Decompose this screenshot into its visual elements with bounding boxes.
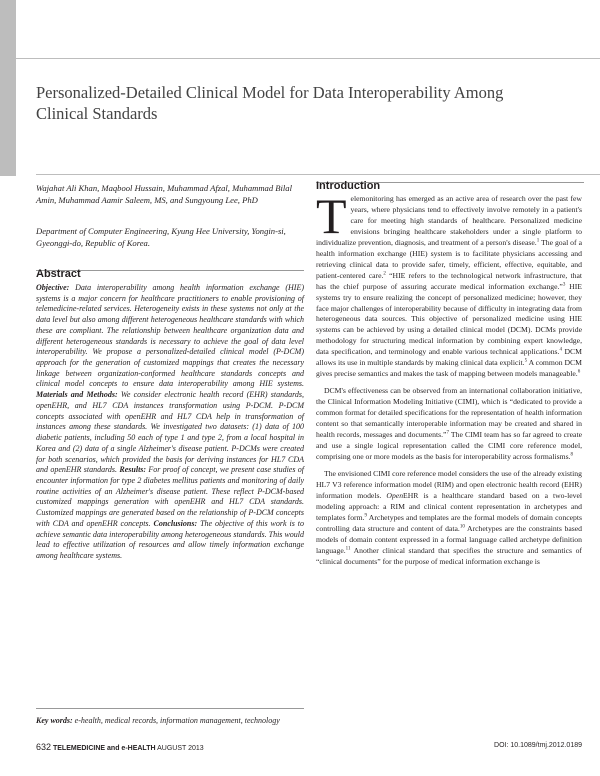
intro-p1-text-f: A common DCM gives precise semantics and makes the task of mapping between models manageable. [316,358,582,379]
citation-ref: 11 [345,545,351,551]
citation-ref: 10 [459,524,465,530]
intro-p3-text-e: Archetypes are the constraints based models of domain content expressed in a formal language called archetype definition language. [316,523,582,555]
intro-p2-text-b: The CIMI team has so far agreed to create and use a single logical representation called the CIMI core reference model, comprising one or more models as the basis for interoperability across formalisms. [316,430,582,461]
citation-ref: 6 [577,369,581,375]
header-rule [16,58,600,59]
author-list: Wajahat Ali Khan, Maqbool Hussain, Muhammad Afzal, Muhammad Bilal Amin, Muhammad Aamir Saleem, MS, and Sungyoung Lee, PhD [36,183,292,205]
intro-p2-text-a: DCM's effectiveness can be observed from an international collaboration initiative, the Clinical Information Modeling Initiative (CIMI), which is “dedicated to provide a common format for detailed specifications for the representation of health information content so that semantically interoperable information may be created and shared in health records, messages and documents.” [316,386,582,440]
affiliation: Department of Computer Engineering, Kyung Hee University, Yongin-si, Gyeonggi-do, Republic of Korea. [36,226,286,248]
keywords-text: e-health, medical records, information management, technology [72,716,280,725]
citation-ref: 1 [536,238,540,244]
introduction-body [316,188,583,567]
intro-p1-text-b: The goal of a health information exchange (HIE) system is to facilitate physicians accessing and retrieving clinical data to provide safer, timely, efficient, effective, equitable, and patient-centered care. [316,237,582,280]
citation-ref: 7 [446,430,449,436]
keywords-rule [36,708,304,709]
intro-p3-text-d: Archetypes and templates are the formal models of domain concepts controlling data structure and content of data. [316,512,582,533]
introduction-heading: Introduction [316,180,381,192]
article-title: Personalized-Detailed Clinical Model for Data Interoperability Among Clinical Standards [36,83,504,123]
abstract-conclusions-text: The objective of this work is to achieve semantic data interoperability among heterogeneous standards. This would lead to effective utilization of resources and allow timely information exchange among healthcare systems. [36,518,305,560]
abstract-heading: Abstract [36,268,81,280]
intro-p3-italic-open: Open [386,490,404,500]
abstract-conclusions-label: Conclusions: [153,518,198,528]
citation-ref: 3 [562,282,566,288]
abstract-methods-text: We consider electronic health record (EHR) standards, openEHR, and HL7 CDA instances transformation using P-DCM. P-DCM concepts associated with openEHR and HL7 CDA help in transformation of instances among these standards. We investigated two datasets: (1) data of 100 diabetic patients, including 50 each of type 1 and type 2, from a local hospital in Korea and (2) data of a single Alzheimer's disease patient. P-DCMs were created for both scenarios, which provided the basis for deriving instances for HL7 CDA and openEHR standards. [36,390,305,475]
citation-ref: 5 [524,358,528,364]
journal-name: TELEMEDICINE and e-HEALTH [52,745,156,752]
keywords-label: Key words: [36,716,73,725]
footer-journal-line [36,742,204,752]
abstract-results-text: For proof of concept, we present case studies of encounter information for type 2 diabetes mellitus patients and monitoring of daily routine activities of an Alzheimer's disease patient. These reflect P-DCM-based customized mappings generation with openEHR and HL7 CDA standards. Customized mappings are generated based on the relationship of P-DCM concepts with CDA and openEHR concepts. [36,465,305,528]
intro-p3-text-c: EHR is a healthcare standard based on a two-level modeling approach: a RIM and clinical content representation in archetypes and templates form. [316,490,583,522]
intro-p1-text-d: HIE systems try to ensure realizing the concept of personalized medicine; however, they face major challenges of interoperability because of difficulty in integrating data from heterogeneous data sources. This objective of personalized medicine using HIE systems can be achieved by using a detailed clinical model (DCM). DCMs provide methodology for structuring medical information by combining expert knowledge, data specification, and terminology and enable various technical applications. [316,281,582,357]
citation-ref: 8 [570,452,573,458]
drop-cap: T [316,188,347,244]
side-tab-bar [0,0,16,176]
title-rule [36,174,600,175]
intro-p3-text-f: Another clinical standard that specifies the structure and semantics of “clinical documents” for the purpose of medical information exchange is [316,545,582,566]
intro-p1-text-a: elemonitoring has emerged as an active area of research over the past few years, where physicians tend to effectively involve remotely in a patient's care for meeting high standards of healthcare. Personalized medicine envisions bringing healthcare stakeholders under a single platform to individualize prevention, diagnosis, and treatment of a person's disease. [316,194,582,247]
doi: DOI: 10.1089/tmj.2012.0189 [494,742,582,749]
abstract-results-label: Results: [119,465,147,475]
intro-p1-text-e: DCM allows its use in multiple standards by making clinical data explicit. [316,347,583,368]
issue-date: AUGUST 2013 [157,745,204,752]
abstract-methods-label: Materials and Methods: [36,390,118,400]
citation-ref: 9 [364,513,368,519]
abstract-objective-label: Objective: [36,283,70,292]
citation-ref: 4 [559,347,562,353]
abstract-text [36,283,304,562]
intro-paragraph-2 [316,386,582,463]
keywords [36,716,304,727]
intro-p1-text-c: “HIE refers to the technological network infrastructure, that has the chief purpose of assuring accurate medical information exchange.” [316,270,582,291]
abstract-objective-text: Data interoperability among health information exchange (HIE) systems is a major concern for healthcare practitioners to enable provisioning of telemedicine-related services. Heterogeneity exists in these systems not only at the data level but also among different heterogeneous healthcare standards with which these are compliant. The relationship between healthcare organization data and different heterogeneous standards is necessary to achieve the goal of data level interoperability. We propose a personalized-detailed clinical model (P-DCM) approach for the generation of customized mappings that creates the necessary linkage between organization-conformed healthcare standards concepts and clinical model concepts to ensure data interoperability among HIE systems. [36,283,304,389]
page-number: 632 [36,742,52,752]
citation-ref: 2 [383,271,386,277]
intro-p3-text-a: The envisioned CIMI core reference model considers the use of the already existing HL7 V3 reference information model (RIM) and open electronic health record (EHR) information models. [316,468,582,500]
intro-paragraph-3 [316,469,582,568]
intro-paragraph-1 [316,188,583,380]
